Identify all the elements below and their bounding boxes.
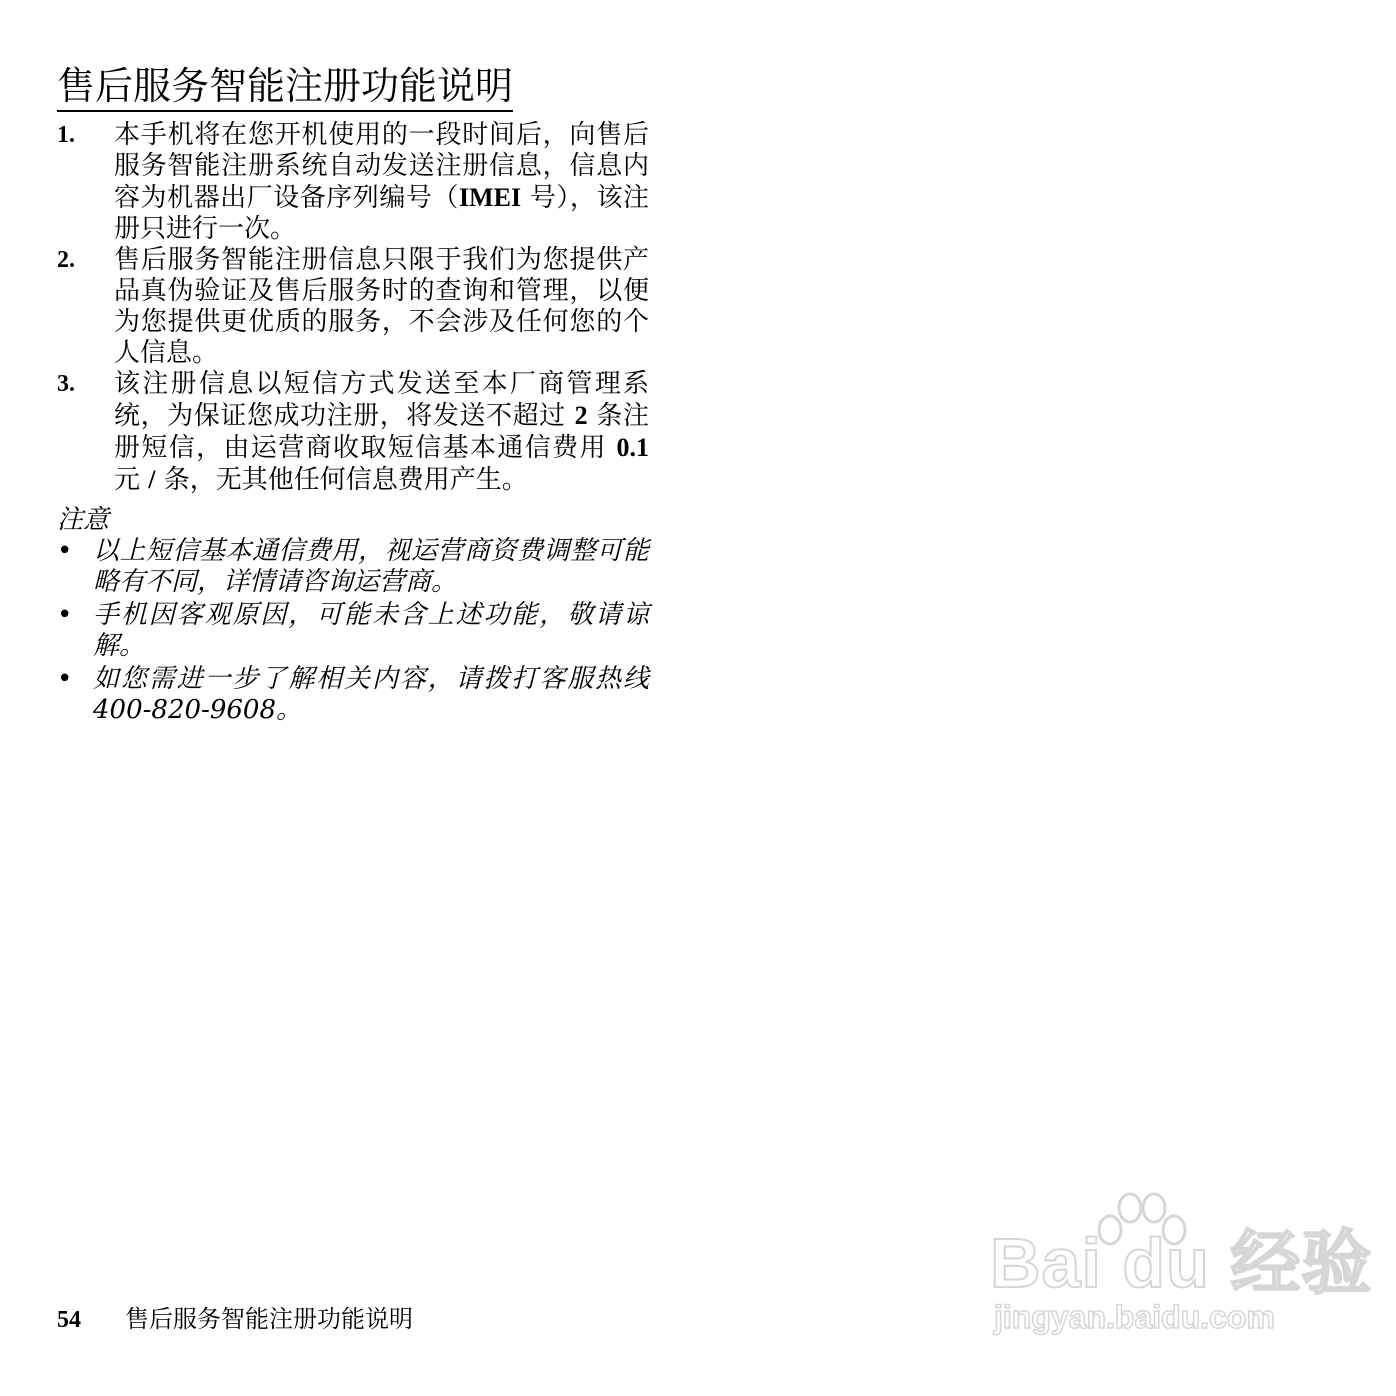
page-title: 售后服务智能注册功能说明 [57, 62, 513, 112]
main-content [57, 120, 649, 728]
list-item-2 [57, 245, 649, 369]
note-bullet-1 [57, 536, 649, 598]
item-text: 本手机将在您开机使用的一段时间后，向售后服务智能注册系统自动发送注册信息，信息内容为机器出厂设备序列编号（IMEI 号），该注册只进行一次。 [114, 120, 649, 244]
item-number: 1. [57, 122, 75, 148]
note-heading: 注意 [57, 505, 110, 535]
bullet-icon: • [57, 536, 73, 566]
item-text: 售后服务智能注册信息只限于我们为您提供产品真伪验证及售后服务时的查询和管理，以便为您提供更优质的服务，不会涉及任何您的个人信息。 [114, 245, 649, 368]
note-bullet-3 [57, 664, 649, 726]
page-number: 54 [57, 1307, 81, 1333]
baidu-jingyan-watermark [990, 1190, 1373, 1340]
list-item-1 [57, 120, 649, 245]
bullet-text: 如您需进一步了解相关内容，请拨打客服热线 400-820-9608。 [93, 664, 649, 725]
item-number: 2. [57, 247, 75, 273]
note-bullet-2 [57, 600, 649, 662]
list-item-3 [57, 369, 649, 496]
bullet-icon: • [57, 600, 73, 630]
bullet-text: 手机因客观原因，可能未含上述功能，敬请谅解。 [93, 600, 649, 661]
page-footer [57, 1303, 413, 1336]
item-text: 该注册信息以短信方式发送至本厂商管理系统，为保证您成功注册，将发送不超过 2 条注册短信，由运营商收取短信基本通信费用 0.1 元 / 条，无其他任何信息费用产生。 [114, 369, 650, 495]
watermark-logo-text: Bai du 经验 [990, 1224, 1373, 1302]
bullet-icon: • [57, 664, 73, 694]
watermark-url: jingyan.baidu.com [994, 1299, 1275, 1335]
bullet-text: 以上短信基本通信费用，视运营商资费调整可能略有不同，详情请咨询运营商。 [93, 536, 649, 597]
footer-section-title: 售后服务智能注册功能说明 [125, 1305, 413, 1333]
item-number: 3. [57, 371, 75, 397]
